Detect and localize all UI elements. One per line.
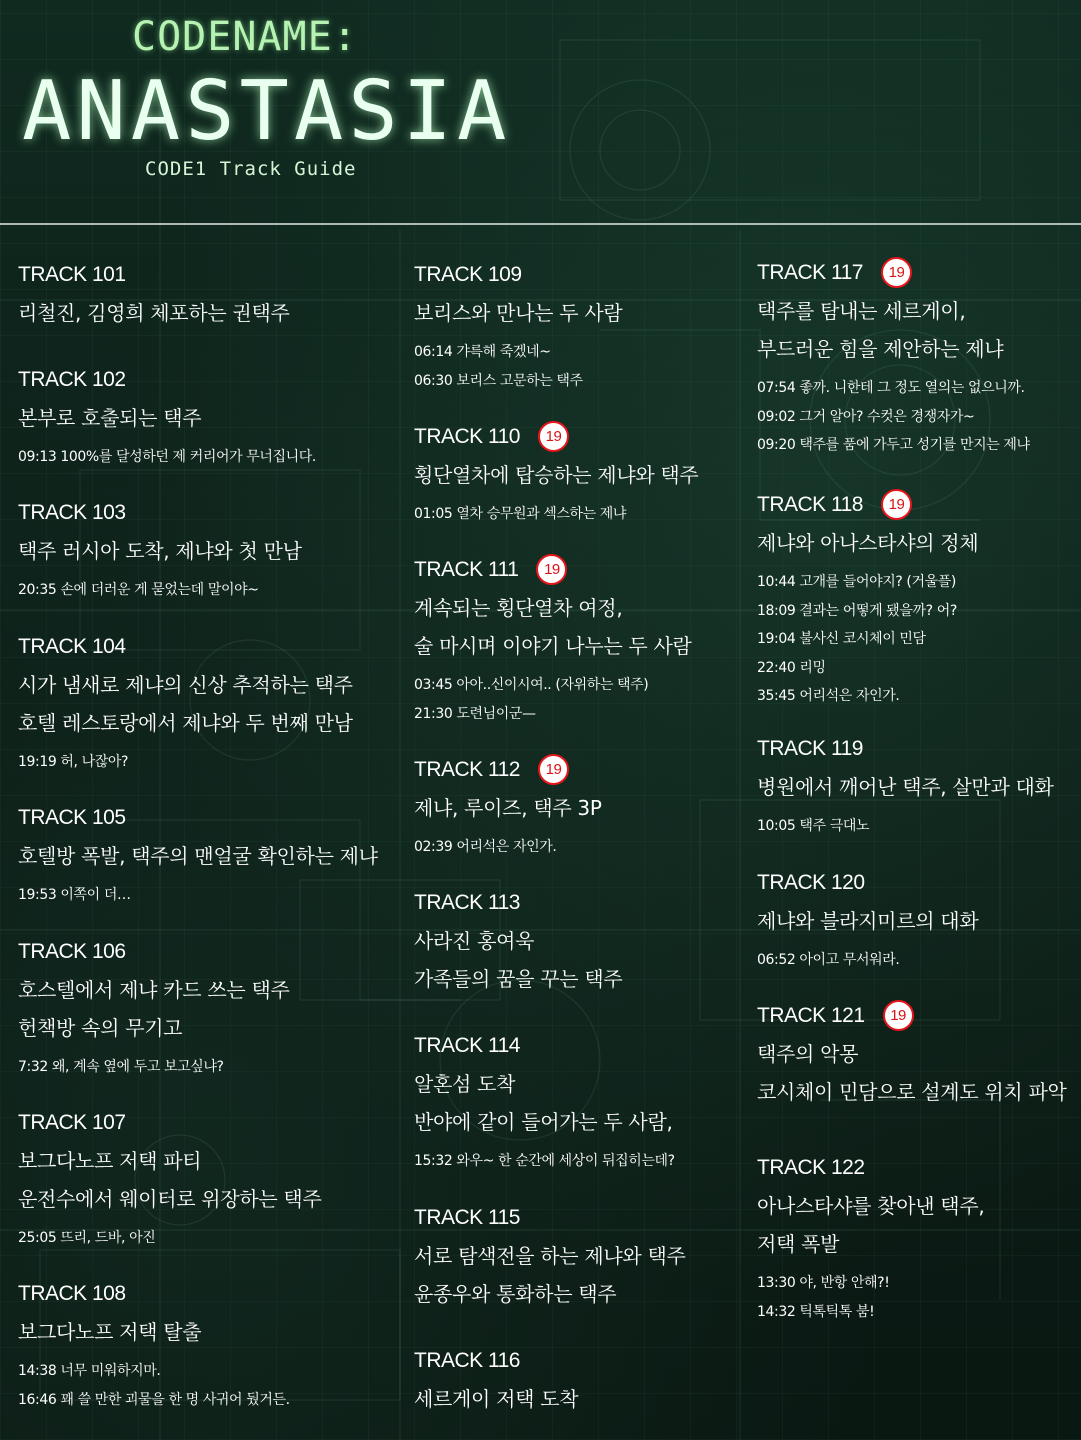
track-number-text: TRACK 118 — [757, 493, 863, 516]
track-block — [414, 1348, 579, 1411]
track-block — [18, 262, 290, 325]
track-timestamp-note: 10:05 택주 극대노 — [757, 818, 870, 834]
track-number — [18, 367, 126, 393]
track-description: 사라진 홍여욱 — [414, 929, 535, 953]
track-number-text: TRACK 106 — [18, 940, 126, 963]
track-block — [414, 262, 623, 389]
track-timestamp-note: 01:05 열차 승무원과 섹스하는 제냐 — [414, 506, 627, 522]
track-number-text: TRACK 121 — [757, 1004, 865, 1027]
track-number — [18, 634, 126, 660]
track-timestamp-note: 07:54 좋까. 니한테 그 정도 열의는 없으니까. — [757, 380, 1025, 396]
track-timestamp-note: 03:45 아아..신이시여.. (자위하는 택주) — [414, 677, 649, 693]
track-number — [18, 262, 126, 288]
track-timestamp-note: 09:20 택주를 품에 가두고 성기를 만지는 제냐 — [757, 437, 1030, 453]
track-timestamp-note: 02:39 어리석은 자인가. — [414, 839, 557, 855]
track-description: 택주를 탐내는 세르게이, — [757, 299, 966, 323]
track-timestamp-note: 35:45 어리석은 자인가. — [757, 688, 900, 704]
track-timestamp-note: 06:14 갸륵해 죽겠네~ — [414, 344, 551, 360]
track-number-text: TRACK 114 — [414, 1034, 520, 1057]
track-block — [414, 1205, 686, 1306]
track-number — [18, 1281, 126, 1307]
track-description: 아나스타샤를 찾아낸 택주, — [757, 1194, 985, 1218]
track-description: 횡단열차에 탑승하는 제냐와 택주 — [414, 463, 699, 487]
track-block — [18, 1110, 322, 1246]
track-number — [18, 1110, 126, 1136]
track-description: 저택 폭발 — [757, 1232, 840, 1256]
track-timestamp-note: 16:46 꽤 쓸 만한 괴물을 한 명 사귀어 뒀거든. — [18, 1391, 290, 1408]
track-description: 호텔 레스토랑에서 제냐와 두 번째 만남 — [18, 711, 353, 735]
track-number — [414, 890, 520, 916]
track-description: 보그다노프 저택 파티 — [18, 1149, 202, 1173]
age-19-badge-icon: 19 — [538, 754, 569, 785]
header — [0, 0, 1081, 224]
track-description: 보그다노프 저택 탈출 — [18, 1320, 202, 1344]
track-block — [18, 367, 316, 465]
track-description: 헌책방 속의 무기고 — [18, 1016, 183, 1040]
header-codename: CODENAME: — [132, 14, 358, 60]
track-description: 운전수에서 웨이터로 위장하는 택주 — [18, 1187, 322, 1211]
track-number — [414, 424, 562, 450]
track-timestamp-note: 21:30 도련님이군— — [414, 705, 536, 722]
track-number-text: TRACK 112 — [414, 758, 520, 781]
track-description: 택주의 악몽 — [757, 1042, 859, 1066]
track-number — [414, 1205, 520, 1231]
track-description: 코시체이 민담으로 설계도 위치 파악 — [757, 1080, 1067, 1104]
track-description: 술 마시며 이야기 나누는 두 사람 — [414, 634, 692, 658]
age-19-badge-icon: 19 — [883, 1000, 914, 1031]
header-title: ANASTASIA — [22, 64, 512, 159]
track-number — [18, 500, 126, 526]
track-number-text: TRACK 105 — [18, 806, 126, 829]
track-number — [757, 1003, 906, 1029]
track-timestamp-note: 15:32 와우~ 한 순간에 세상이 뒤집히는데? — [414, 1153, 675, 1169]
track-block — [757, 1003, 1067, 1104]
track-description: 세르게이 저택 도착 — [414, 1387, 579, 1411]
track-number — [757, 260, 905, 286]
track-number-text: TRACK 119 — [757, 737, 863, 760]
track-description: 반야에 같이 들어가는 두 사람, — [414, 1110, 673, 1134]
track-description: 알혼섬 도착 — [414, 1072, 516, 1096]
track-timestamp-note: 19:19 허, 나잖아? — [18, 754, 129, 770]
track-description: 제냐와 아나스타샤의 정체 — [757, 531, 979, 555]
track-number-text: TRACK 103 — [18, 501, 126, 524]
track-timestamp-note: 13:30 야, 반항 안해?! — [757, 1275, 890, 1291]
track-timestamp-note: 09:02 그거 알아? 수컷은 경쟁자가~ — [757, 408, 975, 425]
age-19-badge-icon: 19 — [536, 554, 567, 585]
track-number-text: TRACK 111 — [414, 558, 519, 581]
header-divider — [0, 223, 1081, 225]
track-number — [18, 939, 126, 965]
track-description: 가족들의 꿈을 꾸는 택주 — [414, 967, 623, 991]
track-block — [18, 939, 290, 1075]
track-number — [757, 736, 863, 762]
track-description: 택주 러시아 도착, 제냐와 첫 만남 — [18, 539, 302, 563]
track-number-text: TRACK 115 — [414, 1206, 520, 1229]
track-block — [18, 500, 302, 598]
track-timestamp-note: 18:09 결과는 어떻게 됐을까? 어? — [757, 602, 957, 619]
track-number-text: TRACK 120 — [757, 871, 865, 894]
track-timestamp-note: 09:13 100%를 달성하던 제 커리어가 무너집니다. — [18, 449, 316, 465]
track-timestamp-note: 10:44 고개를 들어야지? (거울플) — [757, 574, 956, 590]
track-timestamp-note: 06:30 보리스 고문하는 택주 — [414, 372, 583, 389]
track-number-text: TRACK 104 — [18, 635, 126, 658]
track-timestamp-note: 19:04 불사신 코시체이 민담 — [757, 631, 926, 647]
track-timestamp-note: 20:35 손에 더러운 게 묻었는데 말이야~ — [18, 582, 259, 598]
age-19-badge-icon: 19 — [538, 421, 569, 452]
track-description: 계속되는 횡단열차 여정, — [414, 596, 623, 620]
track-number — [414, 1033, 520, 1059]
track-timestamp-note: 19:53 이쪽이 더… — [18, 887, 131, 903]
track-block — [18, 634, 353, 770]
track-description: 본부로 호출되는 택주 — [18, 406, 202, 430]
track-number — [414, 557, 560, 583]
track-description: 시가 냄새로 제냐의 신상 추적하는 택주 — [18, 673, 353, 697]
track-description: 제냐와 블라지미르의 대화 — [757, 909, 979, 933]
track-number — [414, 1348, 520, 1374]
track-number — [757, 492, 905, 518]
track-block — [18, 805, 378, 903]
track-description: 호텔방 폭발, 택주의 맨얼굴 확인하는 제냐 — [18, 844, 378, 868]
track-description: 호스텔에서 제냐 카드 쓰는 택주 — [18, 978, 290, 1002]
track-description: 보리스와 만나는 두 사람 — [414, 301, 623, 325]
track-block — [757, 260, 1030, 453]
track-number — [414, 757, 562, 783]
track-block — [18, 1281, 290, 1408]
track-description: 제냐, 루이즈, 택주 3P — [414, 796, 602, 820]
track-number-text: TRACK 109 — [414, 263, 522, 286]
track-description: 서로 탐색전을 하는 제냐와 택주 — [414, 1244, 686, 1268]
track-number-text: TRACK 117 — [757, 261, 863, 284]
track-number — [414, 262, 522, 288]
track-number — [757, 1155, 865, 1181]
track-description: 리철진, 김영희 체포하는 권택주 — [18, 301, 290, 325]
track-timestamp-note: 25:05 뜨리, 드바, 아진 — [18, 1230, 156, 1246]
track-block — [757, 870, 979, 968]
track-timestamp-note: 7:32 왜, 계속 옆에 두고 보고싶냐? — [18, 1059, 224, 1075]
track-number — [757, 870, 865, 896]
track-number — [18, 805, 126, 831]
track-timestamp-note: 06:52 아이고 무서워라. — [757, 952, 900, 968]
track-description: 윤종우와 통화하는 택주 — [414, 1282, 617, 1306]
track-timestamp-note: 14:38 너무 미워하지마. — [18, 1363, 161, 1379]
track-number-text: TRACK 107 — [18, 1111, 126, 1134]
age-19-badge-icon: 19 — [881, 257, 912, 288]
track-block — [757, 736, 1054, 834]
track-description: 병원에서 깨어난 택주, 살만과 대화 — [757, 775, 1054, 799]
track-block — [414, 1033, 675, 1169]
track-description: 부드러운 힘을 제안하는 제냐 — [757, 337, 1004, 361]
header-subtitle: CODE1 Track Guide — [145, 158, 357, 180]
track-block — [414, 424, 699, 522]
track-block — [414, 757, 602, 855]
track-number-text: TRACK 101 — [18, 263, 126, 286]
track-number-text: TRACK 116 — [414, 1349, 520, 1372]
track-block — [757, 1155, 985, 1320]
track-block — [757, 492, 979, 704]
track-number-text: TRACK 122 — [757, 1156, 865, 1179]
track-block — [414, 557, 692, 722]
track-number-text: TRACK 110 — [414, 425, 520, 448]
track-timestamp-note: 14:32 틱톡틱톡 붐! — [757, 1303, 875, 1320]
track-timestamp-note: 22:40 리밍 — [757, 659, 826, 676]
track-number-text: TRACK 108 — [18, 1282, 126, 1305]
track-number-text: TRACK 113 — [414, 891, 520, 914]
track-block — [414, 890, 623, 991]
age-19-badge-icon: 19 — [881, 489, 912, 520]
track-number-text: TRACK 102 — [18, 368, 126, 391]
